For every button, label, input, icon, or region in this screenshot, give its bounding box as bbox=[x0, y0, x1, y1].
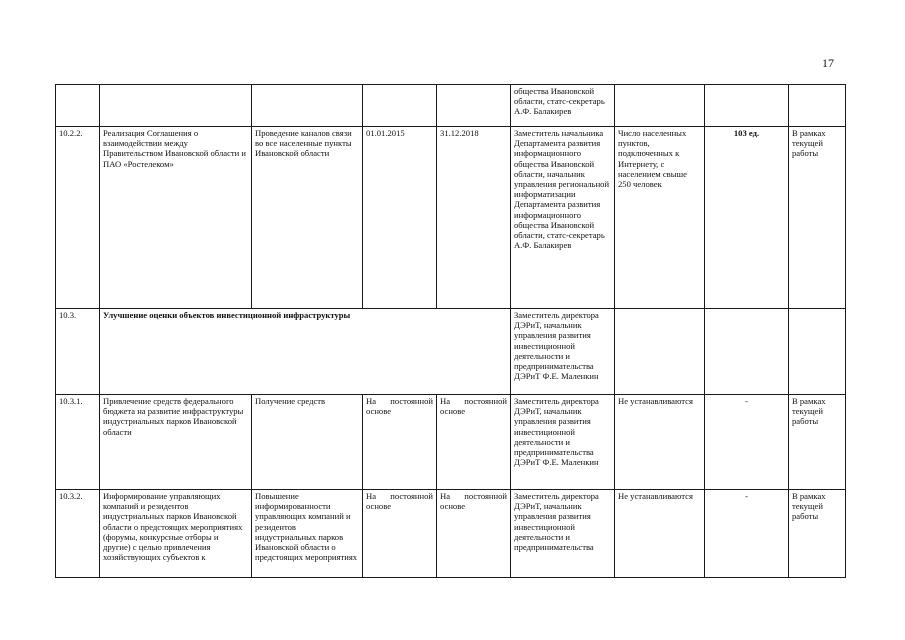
cell-funding bbox=[789, 309, 846, 395]
cell-value: - bbox=[705, 490, 789, 578]
cell-responsible: Заместитель директора ДЭРиТ, начальник управления развития инвестиционной деятельности и предпринимательства ДЭРиТ Ф.Е. Маленкин bbox=[511, 395, 615, 490]
cell-responsible: общества Ивановской области, статс-секретарь А.Ф. Балакирев bbox=[511, 85, 615, 127]
cell-num bbox=[56, 85, 100, 127]
action-plan-table bbox=[55, 84, 846, 578]
cell-measure: Реализация Соглашения о взаимодействии между Правительством Ивановской области и ПАО «Ростелеком» bbox=[100, 127, 252, 309]
cell-measure: Привлечение средств федерального бюджета на развитие инфраструктуры индустриальных парков Ивановской области bbox=[100, 395, 252, 490]
cell-result: Проведение каналов связи во все населенные пункты Ивановской области bbox=[252, 127, 363, 309]
cell-indicator bbox=[615, 309, 705, 395]
cell-start: 01.01.2015 bbox=[363, 127, 437, 309]
cell-end: На постоянной основе bbox=[437, 490, 511, 578]
cell-indicator bbox=[615, 85, 705, 127]
cell-start: На постоянной основе bbox=[363, 490, 437, 578]
table-row bbox=[56, 490, 846, 578]
table-row bbox=[56, 395, 846, 490]
cell-section-title: Улучшение оценки объектов инвестиционной инфраструктуры bbox=[100, 309, 511, 395]
cell-end: На постоянной основе bbox=[437, 395, 511, 490]
cell-result bbox=[252, 85, 363, 127]
cell-end: 31.12.2018 bbox=[437, 127, 511, 309]
page-number: 17 bbox=[822, 56, 834, 70]
cell-funding bbox=[789, 85, 846, 127]
cell-num: 10.3. bbox=[56, 309, 100, 395]
cell-result: Получение средств bbox=[252, 395, 363, 490]
cell-responsible: Заместитель директора ДЭРиТ, начальник управления развития инвестиционной деятельности и предпринимательства bbox=[511, 490, 615, 578]
table-row bbox=[56, 309, 846, 395]
cell-measure bbox=[100, 85, 252, 127]
cell-value: 103 ед. bbox=[705, 127, 789, 309]
cell-responsible: Заместитель директора ДЭРиТ, начальник управления развития инвестиционной деятельности и предпринимательства ДЭРиТ Ф.Е. Маленкин bbox=[511, 309, 615, 395]
table-row bbox=[56, 85, 846, 127]
cell-num: 10.3.1. bbox=[56, 395, 100, 490]
cell-value: - bbox=[705, 395, 789, 490]
cell-responsible: Заместитель начальника Департамента развития информационного общества Ивановской области, начальник управления региональной информатизации Департамента развития информационного общества Ивановской области, статс-секретарь А.Ф. Балакирев bbox=[511, 127, 615, 309]
cell-start: На постоянной основе bbox=[363, 395, 437, 490]
cell-num: 10.2.2. bbox=[56, 127, 100, 309]
cell-end bbox=[437, 85, 511, 127]
table-row bbox=[56, 127, 846, 309]
cell-result: Повышение информированности управляющих компаний и резидентов индустриальных парков Ивановской области о предстоящих мероприятиях bbox=[252, 490, 363, 578]
cell-indicator: Число населенных пунктов, подключенных к Интернету, с населением свыше 250 человек bbox=[615, 127, 705, 309]
cell-indicator: Не устанавливаются bbox=[615, 490, 705, 578]
cell-funding: В рамках текущей работы bbox=[789, 127, 846, 309]
cell-num: 10.3.2. bbox=[56, 490, 100, 578]
cell-indicator: Не устанавливаются bbox=[615, 395, 705, 490]
cell-value bbox=[705, 309, 789, 395]
cell-start bbox=[363, 85, 437, 127]
cell-value bbox=[705, 85, 789, 127]
cell-measure: Информирование управляющих компаний и резидентов индустриальных парков Ивановской области о предстоящих мероприятиях (форумы, конкурсные отборы и другие) с целью привлечения хозяйствующих субъектов к bbox=[100, 490, 252, 578]
cell-funding: В рамках текущей работы bbox=[789, 490, 846, 578]
cell-funding: В рамках текущей работы bbox=[789, 395, 846, 490]
